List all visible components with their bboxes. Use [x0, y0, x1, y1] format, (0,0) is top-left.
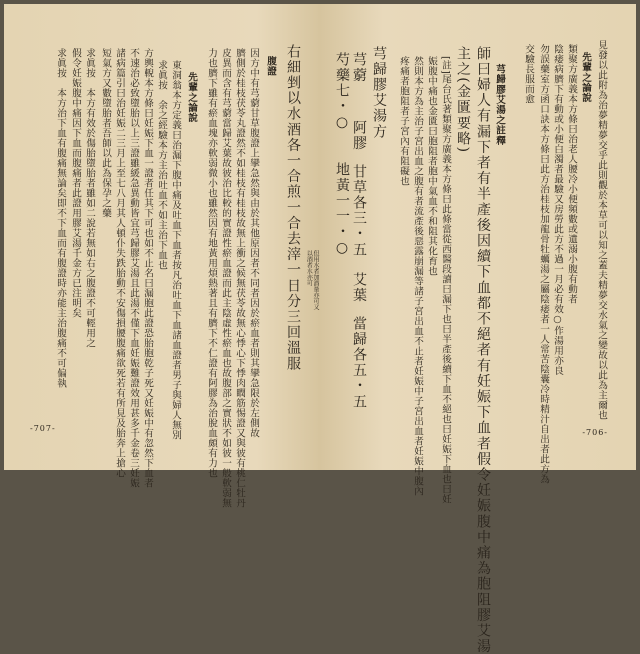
section-heading: 先輩之論說 [186, 72, 197, 123]
text-column: 見發以此附為治夢精夢交乎此則觀於本草可以知之蓋夫精夢交水氣之變故以此為主爾也 [596, 40, 607, 420]
instruction-line: 右細剉以水酒各一合煎一合去滓一日分三回溫服 [285, 44, 301, 372]
text-column: 假令妊娠腹中痛因下血而腹痛者此證用膠艾湯千金方已注明矣 [70, 48, 81, 318]
ingredient: 甘草各三・五 [351, 164, 367, 258]
section-heading: 芎歸膠艾湯之註釋 [494, 64, 505, 146]
instruction-note [305, 250, 318, 310]
text-column: 不速治必致墮胎以上三證雖緩急異動皆宜芎歸膠艾湯且此湯不僅下血妊娠難證效用甚多千金卷三妊娠 [128, 48, 139, 488]
text-column: 臍側於桂枝茯苓丸證然不如桂枝有桂枝故無上衝之候無茯苓故無心悸心下悸肉瞤筋惕證又與彼有桃仁牡丹 [234, 48, 245, 508]
ingredient: 芍藥七・○ [334, 52, 350, 132]
ingredient: 地黃一一・○ [334, 162, 350, 258]
text-column: 諸病篇引曰治妊娠二三月上至七八月其人頓仆失跌胎動不安傷損腰腹痛欲死若有所見及胎奔上搶心 [114, 48, 125, 478]
text-column: 娠腹中痛也金匱曰胞阻者胞中氣血不和阻其化育也 [426, 56, 437, 276]
text-column: 力也臍下雖有瘀血塊亦軟弱微小也雖然因有地黃用煩熱著且有臍下不仁證有阿膠為治脫血頗有力也 [206, 48, 217, 478]
text-column: 求眞按 本方治下血有腹痛無論矣即不下血而有腹證時亦能主治腹痛不可偏執 [55, 48, 66, 388]
text-column: 皮異而含有芎藭當歸艾葉故彼治比較的實證性瘀血證而此主陰虛性瘀血也故腹部之實狀不如彼一般軟弱無 [220, 48, 231, 508]
formula-title: 芎歸膠艾湯方 [371, 46, 387, 140]
right-page [320, 4, 636, 654]
text-column-large: 師曰婦人有漏下者有半產後因續下血都不絕者有妊娠下血者假令妊娠腹中痛為胞阻膠艾湯 [475, 46, 491, 654]
text-column-large: 主之(金匱要略) [455, 46, 471, 154]
section-heading: 先輩之論說 [580, 52, 591, 103]
note-line: 但用水者加酒量亦可 [312, 250, 319, 304]
text-column: 方輿輗本方條曰妊娠下血一證者任其下可也如不止名曰漏胞此證恐胎胞乾子死又妊娠中有忽然下血者 [142, 48, 153, 488]
text-column: 類聚方廣義本方條曰治老人腰冷小便頻數或遺溺小腹有動者 [566, 44, 577, 304]
ingredient: 芎藭 [351, 52, 367, 84]
ingredient: 當歸各五・五 [351, 316, 367, 410]
text-column: 因方中有芎藭甘草腹證上攣急然與由於其他原因者不同者因於瘀血者則其攣急限於左側故 [248, 48, 259, 438]
text-column: 然則本方為主治子宮出血之腹有者流產後惡露崩漏等諸子宮出血不止者妊娠中子宮出血者妊娠中腹內 [412, 56, 423, 496]
text-column: [註]尾台氏著類聚方廣義本方條曰此條當從西醫段讀曰漏下也曰半產後續下血不絕也曰妊娠下血也曰妊 [440, 56, 451, 505]
left-page [4, 4, 320, 508]
ingredient: 艾葉 [351, 272, 367, 304]
text-column: 求眞按 本方有效於傷胎墮胎者雖如二說若無如右之腹證不可輕用之 [84, 48, 95, 348]
text-column: 東洞翁本方定義曰治漏下腹中痛及吐血下血者按凡治吐血下血諸血證者男子與婦人無別 [170, 60, 181, 440]
ingredient: 阿膠 [351, 120, 367, 152]
page-number: -706- [582, 428, 608, 437]
text-column: 求眞按 余之經驗本方主治吐血不如主治下血也 [156, 60, 167, 270]
page-number: -707- [30, 424, 56, 433]
note-line: 又以酒者水亦可 [305, 250, 319, 310]
text-column: 交驗長服而愈 [523, 44, 534, 104]
text-column: 短氣方又數墮胎者吾師以此為保孕之藥 [100, 48, 111, 218]
section-heading: 腹證 [265, 56, 276, 77]
text-column: 陰痿病臍下有動或小便白濁者最驗又房勞此方不過一月必有效○作湯用亦良 [552, 44, 563, 376]
text-column: 疼痛者胞阻者子宮內有阻礙也 [398, 56, 409, 186]
text-column: 勿誤藥室方函口訣本方條曰此方治桂枝加龍骨牡蠣湯之屬陰痿者一人常苦陰囊冷時精汁自出者此方為 [538, 44, 549, 484]
